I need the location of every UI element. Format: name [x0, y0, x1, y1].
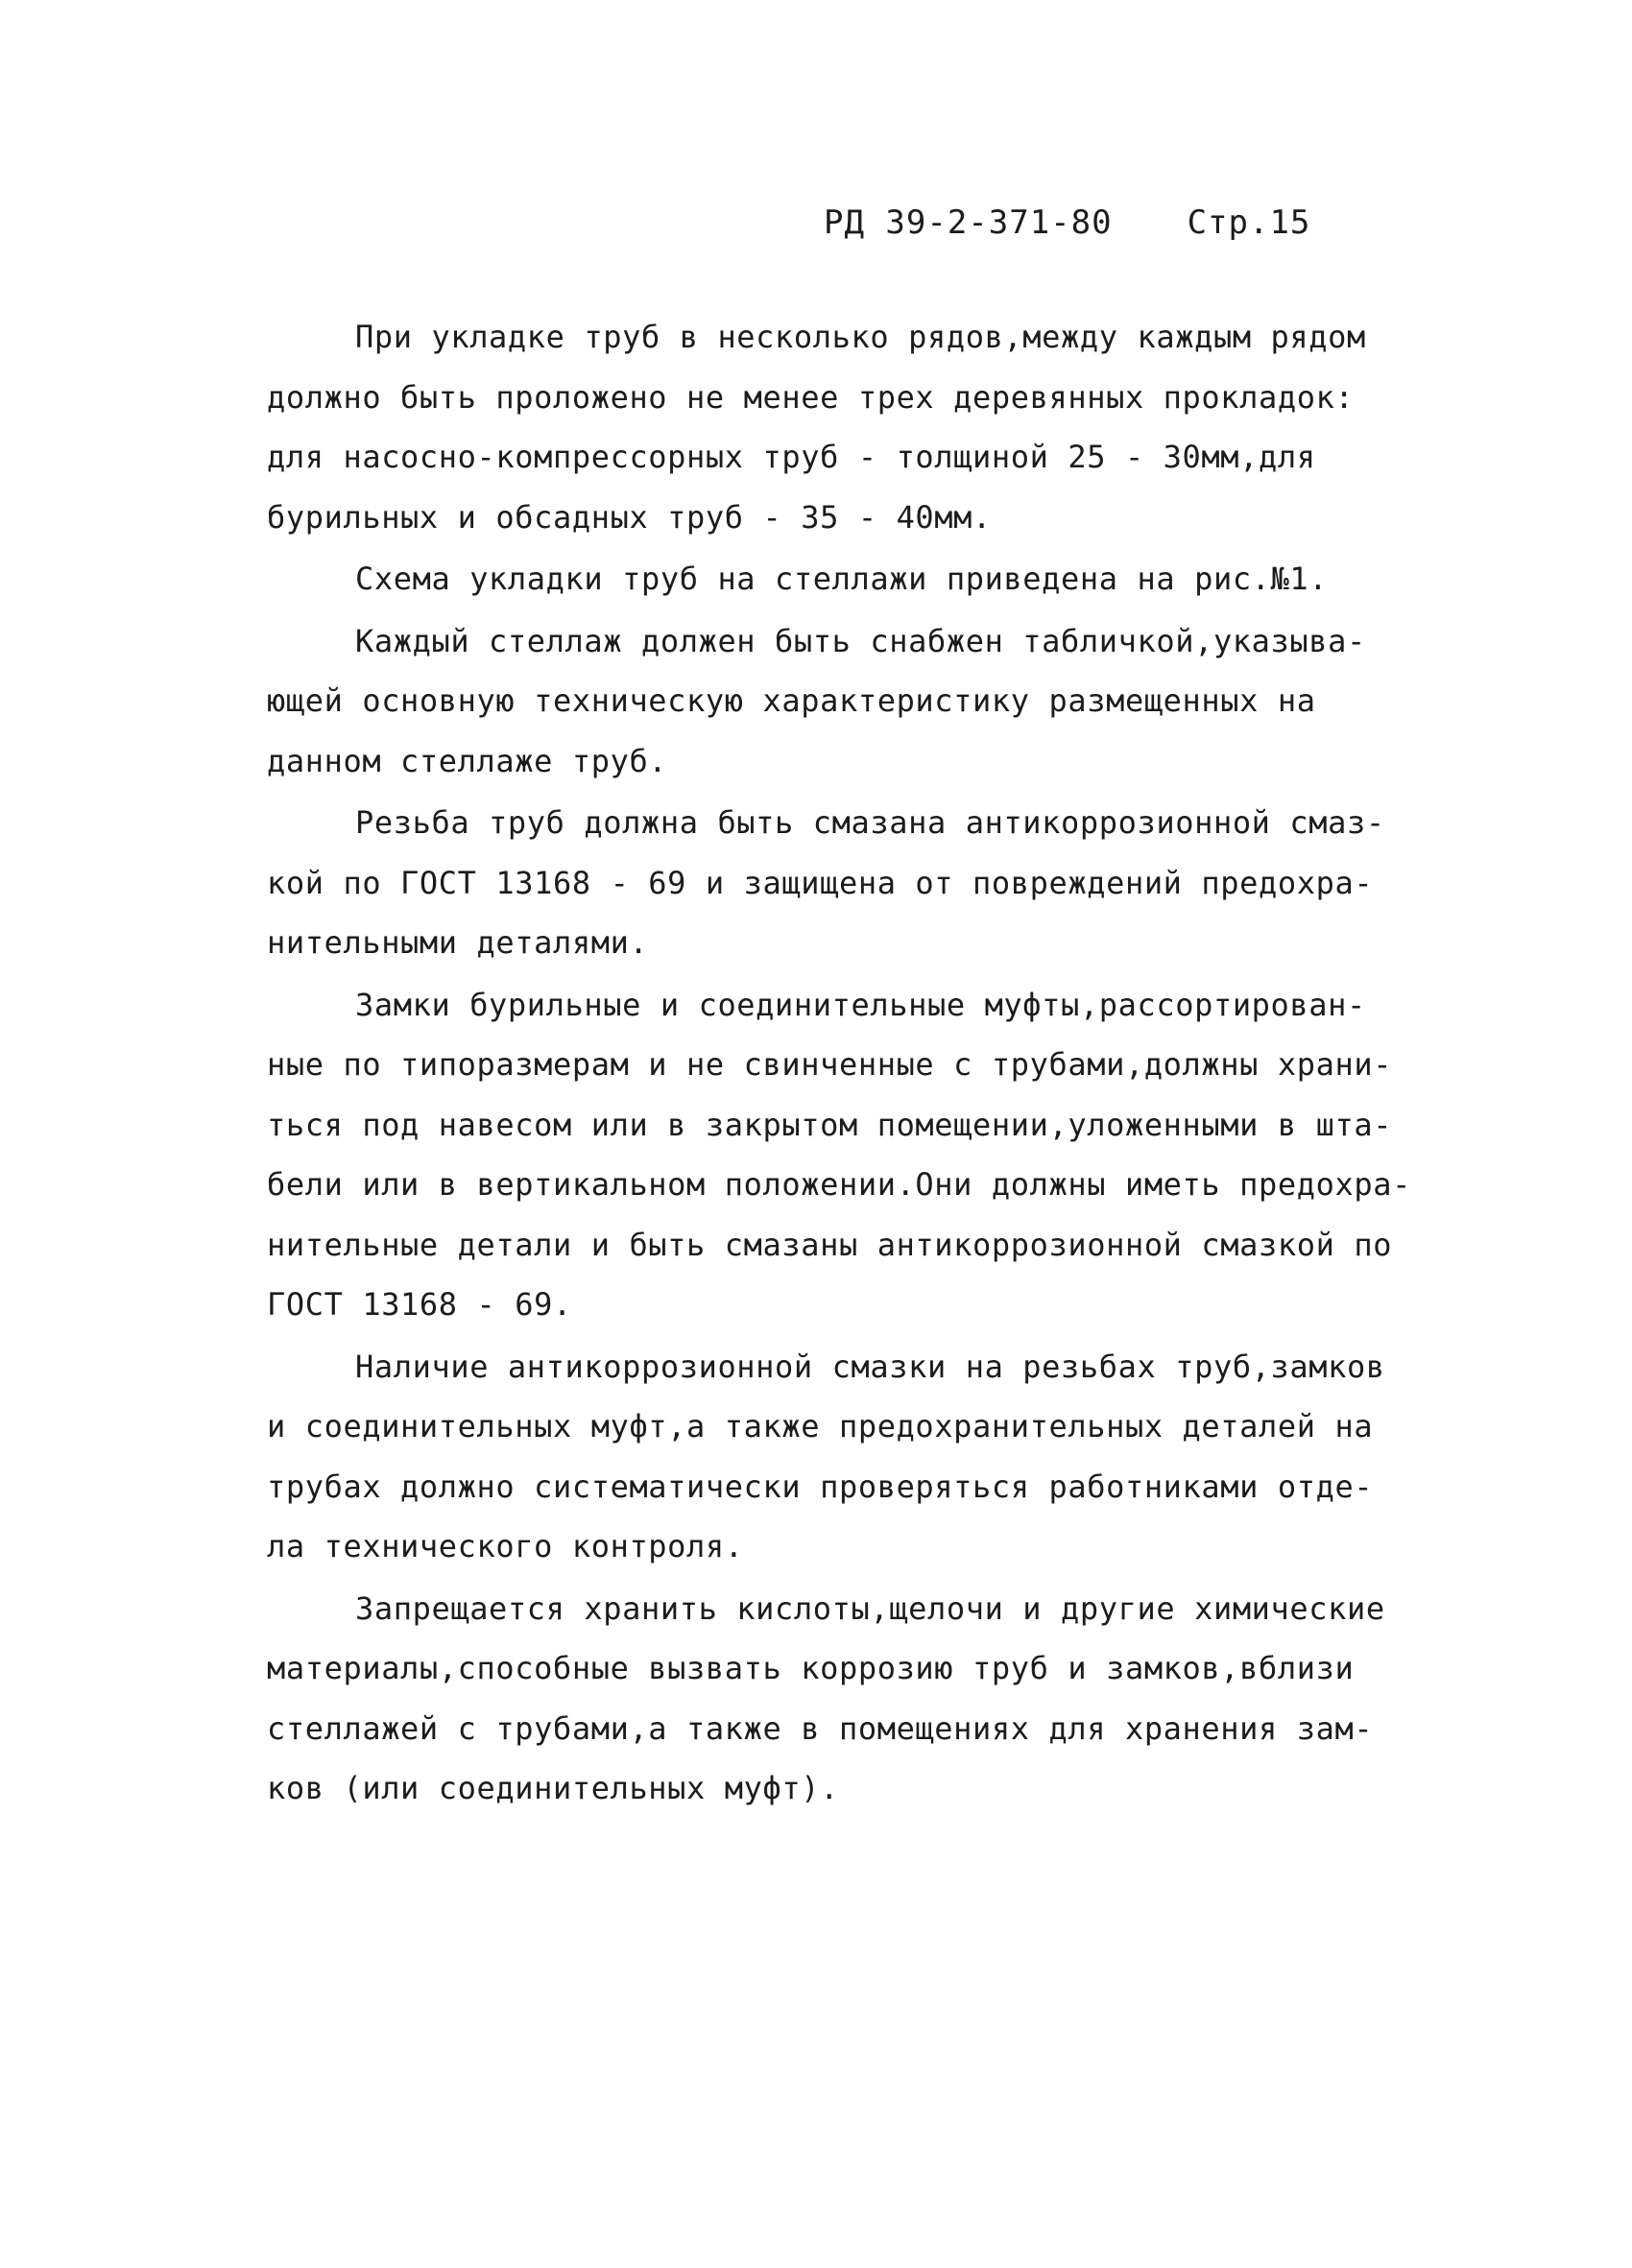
text-line: и соединительных муфт,а также предохранительных деталей на: [267, 1408, 1374, 1444]
text-line: Каждый стеллаж должен быть снабжен табличкой,указыва-: [355, 622, 1366, 659]
text-line: Наличие антикоррозионной смазки на резьбах труб,замков: [355, 1348, 1385, 1385]
text-line: ГОСТ 13168 - 69.: [267, 1286, 572, 1323]
text-line: кой по ГОСТ 13168 - 69 и защищена от повреждений предохра-: [267, 864, 1374, 901]
text-line: Замки бурильные и соединительные муфты,рассортирован-: [355, 986, 1366, 1023]
text-line: ться под навесом или в закрытом помещении,уложенными в шта-: [267, 1106, 1393, 1143]
text-line: При укладке труб в несколько рядов,между каждым рядом: [355, 319, 1366, 355]
text-line: бели или в вертикальном положении.Они должны иметь предохра-: [267, 1166, 1411, 1203]
paragraph-rack-label: [267, 611, 1371, 792]
paragraph-stacking-scheme: [267, 549, 1371, 609]
paragraph-pipe-stacking: [267, 307, 1371, 547]
text-line: Запрещается хранить кислоты,щелочи и другие химические: [355, 1589, 1385, 1627]
text-line: Резьба труб должна быть смазана антикоррозионной смаз-: [355, 804, 1385, 841]
text-line: ющей основную техническую характеристику размещенных на: [267, 682, 1316, 719]
text-line: нительные детали и быть смазаны антикоррозионной смазкой по: [267, 1226, 1393, 1263]
text-line: стеллажей с трубами,а также в помещениях для хранения зам-: [267, 1709, 1374, 1747]
body-text: [267, 307, 1411, 1821]
text-line: ла технического контроля.: [267, 1528, 744, 1564]
text-line: ные по типоразмерам и не свинченные с трубами,должны храни-: [267, 1046, 1393, 1083]
text-line: Схема укладки труб на стеллажи приведена на рис.№1.: [355, 561, 1329, 597]
document-code: РД 39-2-371-80: [824, 203, 1113, 242]
text-line: нительными деталями.: [267, 924, 649, 961]
text-line: материалы,способные вызвать коррозию труб и замков,вблизи: [267, 1650, 1355, 1686]
text-line: бурильных и обсадных труб - 35 - 40мм.: [267, 498, 992, 536]
text-line: трубах должно систематически проверяться работниками отде-: [267, 1468, 1374, 1505]
page-number: Стр.15: [1187, 203, 1311, 242]
text-line: должно быть проложено не менее трех деревянных прокладок:: [267, 378, 1355, 416]
paragraph-thread-lubrication: [267, 793, 1385, 973]
paragraph-chemicals-prohibition: [267, 1579, 1385, 1819]
text-line: для насосно-компрессорных труб - толщиной 25 - 30мм,для: [267, 439, 1316, 475]
paragraph-tool-joints-storage: [267, 975, 1411, 1335]
paragraph-inspection: [267, 1337, 1385, 1577]
text-line: данном стеллаже труб.: [267, 742, 668, 779]
page-header: [824, 203, 1310, 242]
text-line: ков (или соединительных муфт).: [267, 1770, 839, 1806]
